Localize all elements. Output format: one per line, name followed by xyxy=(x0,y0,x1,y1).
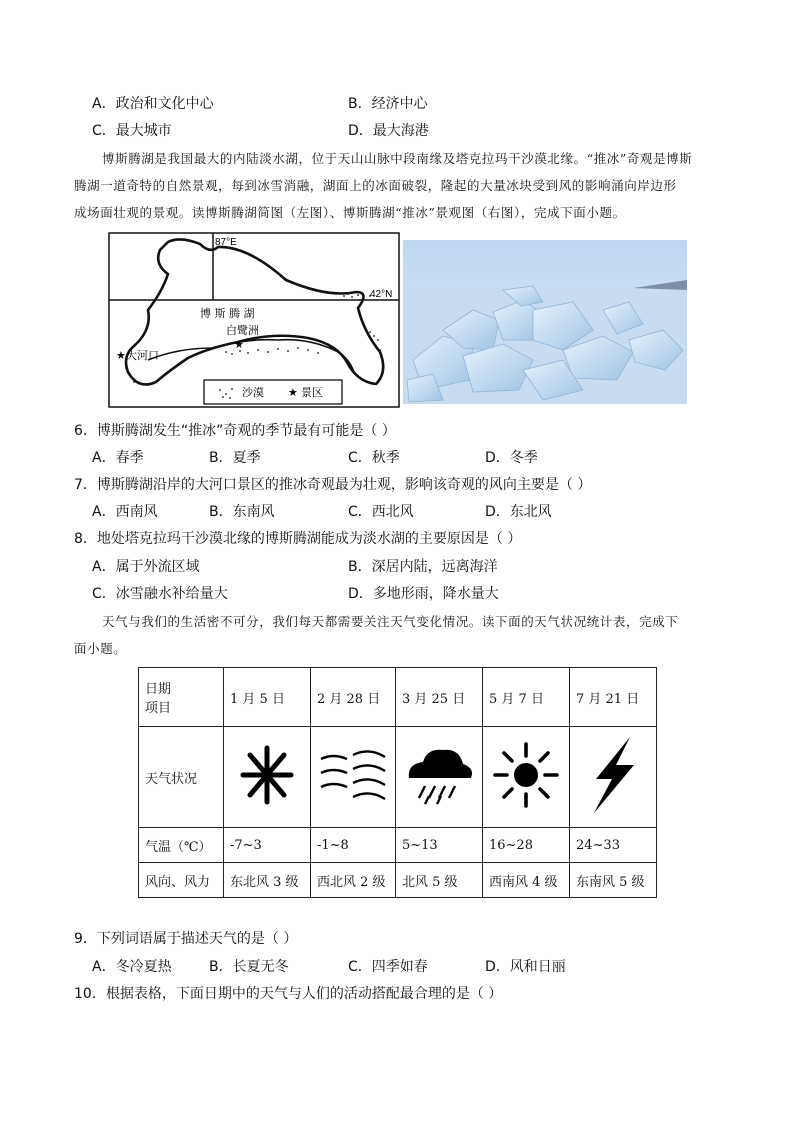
temp-cell-1: -7~3 xyxy=(224,828,311,863)
site-label: 大河口 xyxy=(126,349,159,362)
date-header-5: 7 月 21 日 xyxy=(570,668,657,727)
date-header-1: 1 月 5 日 xyxy=(224,668,311,727)
passage-bosten-lake xyxy=(74,149,714,223)
passage1-line3: 成场面壮观的景观。读博斯腾湖简图（左图）、博斯腾湖“推冰”景观图（右图），完成下面小题。 xyxy=(74,205,626,220)
rain-cloud-icon xyxy=(403,742,475,808)
site-star-icon: ★ xyxy=(116,349,126,362)
passage2-line2: 面小题。 xyxy=(74,641,127,656)
q6-option-c: C．秋季 xyxy=(348,450,400,466)
passage1-line2: 腾湖一道奇特的自然景观，每到冰雪消融，湖面上的冰面破裂，隆起的大量冰块受到风的影响涌向岸边形 xyxy=(74,178,677,193)
q9-option-a: A．冬冷夏热 xyxy=(92,959,172,975)
passage-weather xyxy=(74,612,714,659)
q9-option-d: D．风和日丽 xyxy=(485,959,566,975)
bosten-lake-map xyxy=(108,232,400,408)
q6-option-d: D．冬季 xyxy=(485,450,538,466)
snow-icon xyxy=(237,740,297,810)
legend-desert-label: 沙漠 xyxy=(242,386,264,399)
q6-option-b: B．夏季 xyxy=(209,450,261,466)
wind-cell-3: 北风 5 级 xyxy=(396,863,483,898)
q7-option-b: B．东南风 xyxy=(209,504,275,520)
longitude-label: 87°E xyxy=(215,237,237,248)
q6-stem: 6．博斯腾湖发生“推冰”奇观的季节最有可能是（ ） xyxy=(74,423,396,439)
wind-cell-4: 西南风 4 级 xyxy=(483,863,570,898)
lake-label: 博 斯 腾 湖 xyxy=(200,307,255,320)
q5-option-c: C．最大城市 xyxy=(92,123,172,139)
row-wind-label: 风向、风力 xyxy=(139,863,224,898)
row-temp-label: 气温（℃） xyxy=(139,828,224,863)
table-corner-cell xyxy=(139,668,224,727)
q8-option-b: B．深居内陆，远离海洋 xyxy=(348,559,498,575)
sun-icon xyxy=(491,740,561,810)
ice-push-photo xyxy=(403,240,687,404)
temp-cell-5: 24~33 xyxy=(570,828,657,863)
legend-site-label: 景区 xyxy=(301,386,323,399)
date-header-3: 3 月 25 日 xyxy=(396,668,483,727)
wind-cell-5: 东南风 5 级 xyxy=(570,863,657,898)
lightning-icon xyxy=(586,735,640,815)
island-label: 白鹭洲 xyxy=(226,324,259,337)
wind-cell-2: 西北风 2 级 xyxy=(311,863,396,898)
corner-date-label: 日期 xyxy=(145,682,172,697)
q7-option-c: C．西北风 xyxy=(348,504,414,520)
q7-stem: 7．博斯腾湖沿岸的大河口景区的推冰奇观最为壮观，影响该奇观的风向主要是（ ） xyxy=(74,477,592,493)
temp-cell-3: 5~13 xyxy=(396,828,483,863)
wind-icon xyxy=(317,745,389,805)
q9-option-c: C．四季如春 xyxy=(348,959,428,975)
island-star-icon: ★ xyxy=(234,338,244,351)
wind-cell-1: 东北风 3 级 xyxy=(224,863,311,898)
q5-option-b: B．经济中心 xyxy=(348,96,428,112)
date-header-4: 5 月 7 日 xyxy=(483,668,570,727)
q7-option-d: D．东北风 xyxy=(485,504,552,520)
corner-item-label: 项目 xyxy=(145,701,172,716)
legend-star-icon: ★ xyxy=(288,386,298,399)
q8-option-a: A．属于外流区域 xyxy=(92,559,200,575)
temp-cell-4: 16~28 xyxy=(483,828,570,863)
temp-cell-2: -1~8 xyxy=(311,828,396,863)
q8-option-d: D．多地形雨，降水量大 xyxy=(348,586,499,602)
q9-option-b: B．长夏无冬 xyxy=(209,959,289,975)
date-header-2: 2 月 28 日 xyxy=(311,668,396,727)
q9-stem: 9．下列词语属于描述天气的是（ ） xyxy=(74,931,298,947)
q5-option-a: A．政治和文化中心 xyxy=(92,96,214,112)
q8-option-c: C．冰雪融水补给量大 xyxy=(92,586,228,602)
q10-stem: 10．根据表格，下面日期中的天气与人们的活动搭配最合理的是（ ） xyxy=(74,986,503,1002)
passage1-line1: 博斯腾湖是我国最大的内陆淡水湖，位于天山山脉中段南缘及塔克拉玛干沙漠北缘。“推冰”奇观是博斯 xyxy=(102,151,693,166)
passage2-line1: 天气与我们的生活密不可分，我们每天都需要关注天气变化情况。读下面的天气状况统计表，完成下 xyxy=(102,614,679,629)
q8-stem: 8．地处塔克拉玛干沙漠北缘的博斯腾湖能成为淡水湖的主要原因是（ ） xyxy=(74,531,522,547)
q7-option-a: A．西南风 xyxy=(92,504,158,520)
weather-table xyxy=(138,667,657,898)
row-weather-label: 天气状况 xyxy=(139,727,224,828)
latitude-label: 42°N xyxy=(370,289,393,300)
q6-option-a: A．春季 xyxy=(92,450,144,466)
q5-option-d: D．最大海港 xyxy=(348,123,429,139)
